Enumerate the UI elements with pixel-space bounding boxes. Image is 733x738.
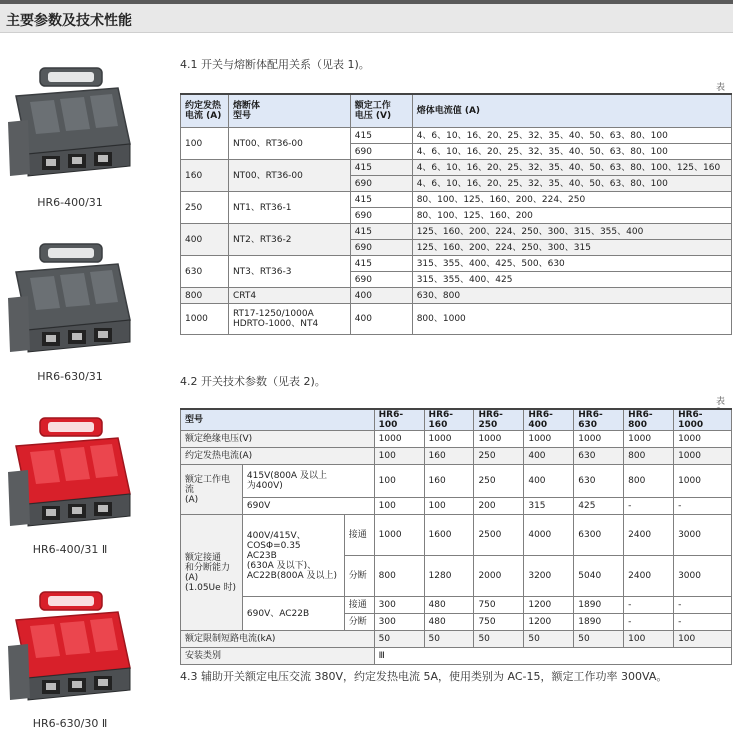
value-cell: 1000 [374, 515, 424, 556]
value-cell: 1890 [574, 614, 624, 631]
value-cell: 3000 [674, 515, 732, 556]
voltage-cell: 400 [350, 288, 412, 304]
value-cell: 2400 [624, 556, 674, 597]
table-row [181, 498, 732, 515]
table-row [181, 465, 732, 498]
fuse-current-cell: 80、100、125、160、200 [412, 208, 731, 224]
fuse-switch-image [6, 238, 136, 363]
value-cell: 50 [574, 631, 624, 648]
condition-cell: 690V、AC22B [242, 597, 344, 631]
model-column-header: HR6-400 [524, 409, 574, 431]
fuse-switch-image [6, 412, 136, 537]
value-cell: 1000 [574, 431, 624, 448]
fuse-current-cell: 125、160、200、224、250、300、315 [412, 240, 731, 256]
condition-cell: 415V(800A 及以上 为400V) [242, 465, 374, 498]
value-cell: 250 [474, 465, 524, 498]
fuse-current-cell: 125、160、200、224、250、300、315、355、400 [412, 224, 731, 240]
value-cell: 1000 [674, 448, 732, 465]
value-cell: - [624, 498, 674, 515]
value-cell: - [674, 498, 732, 515]
fuse-switch-image [6, 62, 136, 187]
value-cell: 1890 [574, 597, 624, 614]
value-cell: 480 [424, 597, 474, 614]
value-cell: 750 [474, 597, 524, 614]
value-cell: 1000 [474, 431, 524, 448]
value-cell: 3200 [524, 556, 574, 597]
section-header [0, 4, 733, 33]
value-cell: 480 [424, 614, 474, 631]
value-cell: 100 [374, 465, 424, 498]
operation-cell: 分断 [344, 614, 374, 631]
value-cell: 250 [474, 448, 524, 465]
value-cell: 160 [424, 448, 474, 465]
value-cell: 100 [674, 631, 732, 648]
table-row [181, 431, 732, 448]
value-cell: 1000 [524, 431, 574, 448]
fuse-current-cell: 4、6、10、16、20、25、32、35、40、50、63、80、100 [412, 176, 731, 192]
fuse-current-cell: 4、6、10、16、20、25、32、35、40、50、63、80、100、125、160 [412, 160, 731, 176]
table-row [181, 648, 732, 665]
fuse-current-cell: 315、355、400、425 [412, 272, 731, 288]
table-1-label: 表 [716, 83, 726, 93]
value-cell: 425 [574, 498, 624, 515]
voltage-cell: 690 [350, 272, 412, 288]
model-column-header: HR6-630 [574, 409, 624, 431]
row-label: 额定接通 和分断能力 (A) (1.05Ue 时) [181, 515, 243, 631]
value-cell: 1000 [674, 465, 732, 498]
table-row [181, 224, 732, 240]
voltage-cell: 415 [350, 192, 412, 208]
value-cell: 300 [374, 614, 424, 631]
table-row [181, 288, 732, 304]
voltage-cell: 415 [350, 224, 412, 240]
fuse-current-cell: 80、100、125、160、200、224、250 [412, 192, 731, 208]
product-caption: HR6-400/31 Ⅱ [32, 543, 108, 556]
page-title: 主要参数及技术性能 [6, 13, 132, 29]
fuse-current-cell: 630、800 [412, 288, 731, 304]
value-cell: 1000 [624, 431, 674, 448]
table-row [181, 128, 732, 144]
row-label: 额定工作电流 (A) [181, 465, 243, 515]
value-cell: 1000 [424, 431, 474, 448]
value-cell: 750 [474, 614, 524, 631]
value-cell: 1600 [424, 515, 474, 556]
rated-current-cell: 400 [181, 224, 229, 256]
table-row [181, 597, 732, 614]
table-header-row [181, 94, 732, 128]
value-cell: 100 [374, 498, 424, 515]
value-cell: 400 [524, 448, 574, 465]
column-header: 约定发热 电流 (A) [181, 94, 229, 128]
value-cell: 1000 [374, 431, 424, 448]
value-cell: 1280 [424, 556, 474, 597]
column-header: 熔体电流值 (A) [412, 94, 731, 128]
product-caption: HR6-630/31 [37, 370, 103, 383]
table-row [181, 192, 732, 208]
row-label: 额定限制短路电流(kA) [181, 631, 375, 648]
value-cell: - [624, 597, 674, 614]
value-cell: 50 [424, 631, 474, 648]
product-caption: HR6-400/31 [37, 196, 103, 209]
value-cell: 2400 [624, 515, 674, 556]
table-header-row [181, 409, 732, 431]
model-column-header: HR6-100 [374, 409, 424, 431]
value-cell: - [674, 597, 732, 614]
value-cell: - [624, 614, 674, 631]
fuse-current-cell: 4、6、10、16、20、25、32、35、40、50、63、80、100 [412, 128, 731, 144]
column-header: 额定工作 电压 (V) [350, 94, 412, 128]
fuse-switch-image [6, 586, 136, 711]
table-row [181, 515, 732, 556]
table-row [181, 160, 732, 176]
fuse-model-cell: NT2、RT36-2 [228, 224, 350, 256]
model-column-header: HR6-1000 [674, 409, 732, 431]
rated-current-cell: 100 [181, 128, 229, 160]
rated-current-cell: 630 [181, 256, 229, 288]
operation-cell: 分断 [344, 556, 374, 597]
condition-cell: 400V/415V、 COSΦ=0.35 AC23B (630A 及以下)、 AC22B(800A 及以上) [242, 515, 344, 597]
fuse-model-cell: NT1、RT36-1 [228, 192, 350, 224]
rated-current-cell: 800 [181, 288, 229, 304]
voltage-cell: 690 [350, 176, 412, 192]
voltage-cell: 415 [350, 128, 412, 144]
fuse-current-cell: 4、6、10、16、20、25、32、35、40、50、63、80、100 [412, 144, 731, 160]
value-cell: 1200 [524, 614, 574, 631]
value-cell: 50 [524, 631, 574, 648]
value-cell: 50 [374, 631, 424, 648]
rated-current-cell: 1000 [181, 304, 229, 335]
fuse-table [180, 93, 732, 335]
fuse-model-cell: RT17-1250/1000A HDRTO-1000、NT4 [228, 304, 350, 335]
fuse-current-cell: 315、355、400、425、500、630 [412, 256, 731, 272]
value-cell: 1200 [524, 597, 574, 614]
model-column-header: HR6-160 [424, 409, 474, 431]
operation-cell: 接通 [344, 597, 374, 614]
value-cell: 200 [474, 498, 524, 515]
model-column-header: HR6-250 [474, 409, 524, 431]
value-cell: 2000 [474, 556, 524, 597]
value-cell: 800 [374, 556, 424, 597]
fuse-current-cell: 800、1000 [412, 304, 731, 335]
value-cell: 630 [574, 465, 624, 498]
table-row [181, 631, 732, 648]
switch-params-table [180, 408, 732, 665]
value-cell: 100 [424, 498, 474, 515]
voltage-cell: 690 [350, 144, 412, 160]
voltage-cell: 690 [350, 208, 412, 224]
value-cell: 50 [474, 631, 524, 648]
row-label: 约定发热电流(A) [181, 448, 375, 465]
value-cell: 5040 [574, 556, 624, 597]
product-caption: HR6-630/30 Ⅱ [32, 717, 108, 730]
condition-cell: 690V [242, 498, 374, 515]
value-cell: 4000 [524, 515, 574, 556]
voltage-cell: 690 [350, 240, 412, 256]
value-cell: 630 [574, 448, 624, 465]
table-row [181, 256, 732, 272]
rated-current-cell: 250 [181, 192, 229, 224]
fuse-model-cell: NT00、RT36-00 [228, 128, 350, 160]
value-cell: 6300 [574, 515, 624, 556]
value-cell: 2500 [474, 515, 524, 556]
model-column-header: HR6-800 [624, 409, 674, 431]
voltage-cell: 415 [350, 160, 412, 176]
value-cell: 800 [624, 465, 674, 498]
value-cell: 400 [524, 465, 574, 498]
fuse-model-cell: NT3、RT36-3 [228, 256, 350, 288]
fuse-model-cell: CRT4 [228, 288, 350, 304]
table-row [181, 448, 732, 465]
operation-cell: 接通 [344, 515, 374, 556]
row-label: 额定绝缘电压(V) [181, 431, 375, 448]
value-cell: 100 [624, 631, 674, 648]
value-cell: 160 [424, 465, 474, 498]
section-4-3-text: 4.3 辅助开关额定电压交流 380V，约定发热电流 5A，使用类别为 AC-15，额定工作功率 300VA。 [180, 670, 668, 683]
voltage-cell: 415 [350, 256, 412, 272]
model-header: 型号 [181, 409, 375, 431]
fuse-model-cell: NT00、RT36-00 [228, 160, 350, 192]
value-cell: 800 [624, 448, 674, 465]
rated-current-cell: 160 [181, 160, 229, 192]
value-cell: 300 [374, 597, 424, 614]
value-cell: 100 [374, 448, 424, 465]
row-label: 安装类别 [181, 648, 375, 665]
table-2-label: 表 [716, 397, 726, 407]
section-4-2-title: 4.2 开关技术参数（见表 2)。 [180, 375, 326, 388]
table-row [181, 304, 732, 335]
column-header: 熔断体 型号 [228, 94, 350, 128]
value-cell: 3000 [674, 556, 732, 597]
value-cell: 315 [524, 498, 574, 515]
value-cell: Ⅲ [374, 648, 731, 665]
value-cell: 1000 [674, 431, 732, 448]
section-4-1-title: 4.1 开关与熔断体配用关系（见表 1)。 [180, 58, 370, 71]
value-cell: - [674, 614, 732, 631]
voltage-cell: 400 [350, 304, 412, 335]
